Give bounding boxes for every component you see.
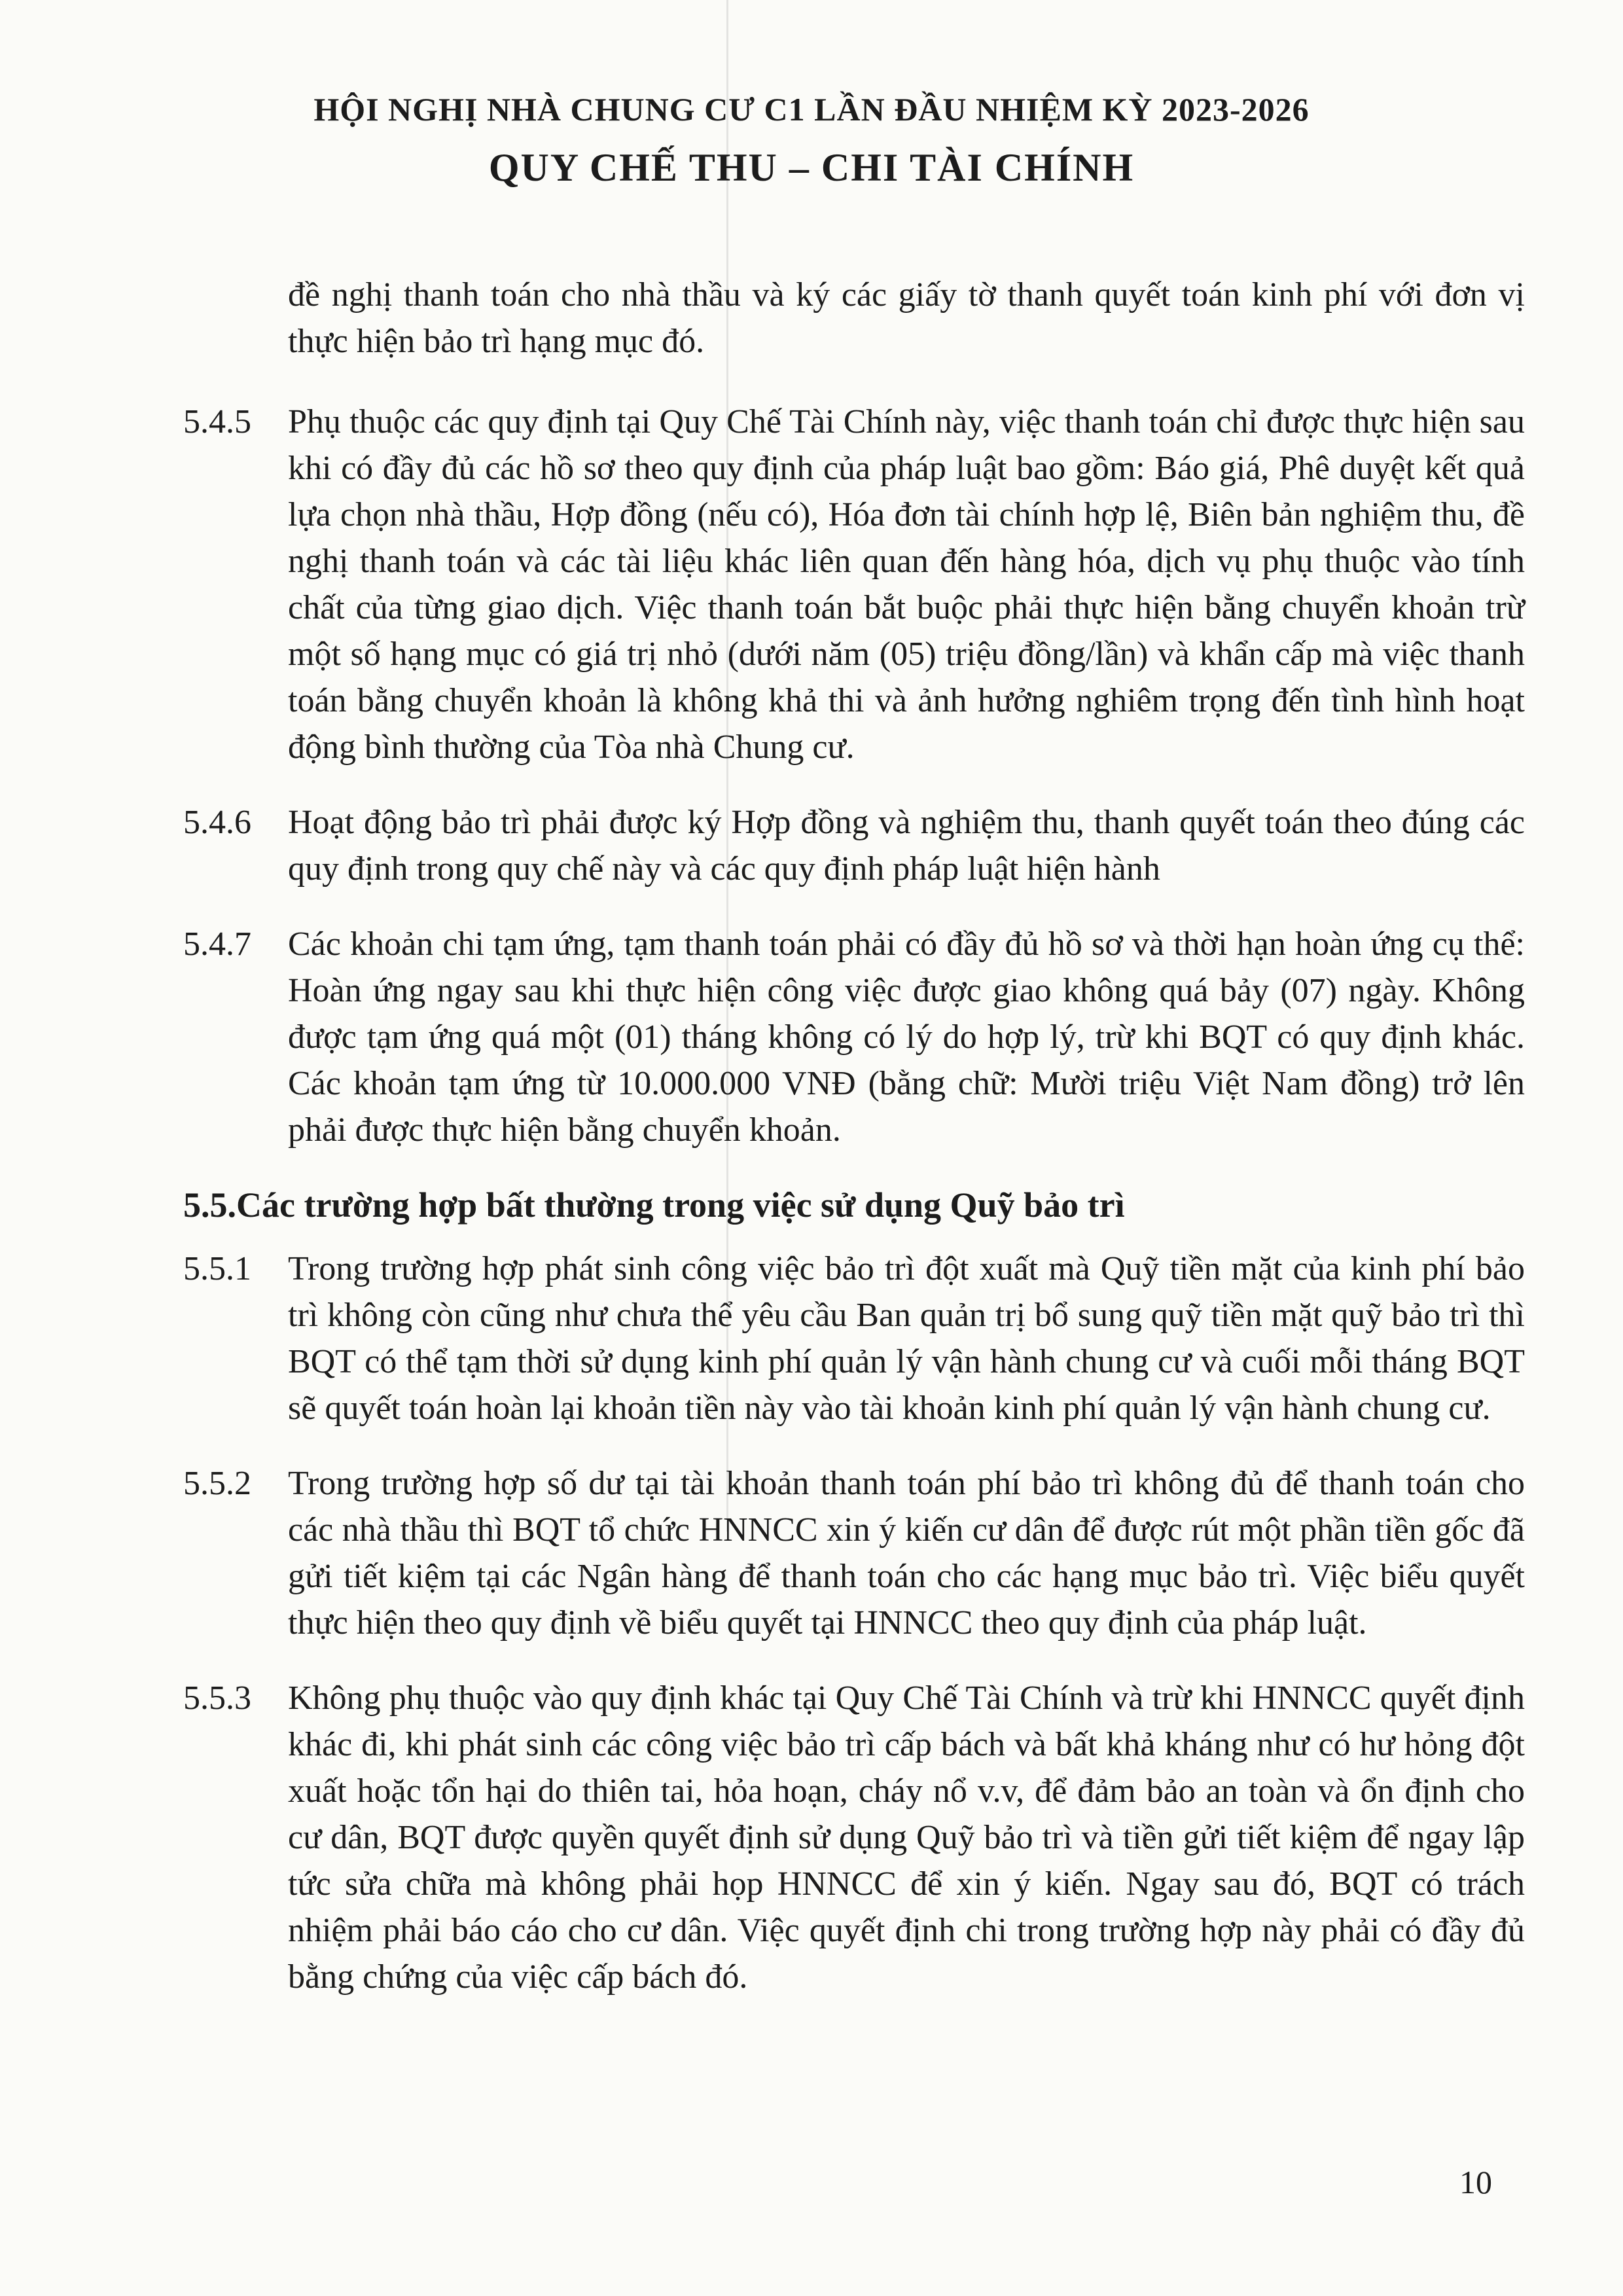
clause-text: Không phụ thuộc vào quy định khác tại Quy Chế Tài Chính và trừ khi HNNCC quyết định khác đi, khi phát sinh các công việc bảo trì cấp bách và bất khả kháng như có hư hỏng đột xuất hoặc tổn hại do thiên tai, hỏa hoạn, cháy nổ v.v, để đảm bảo an toàn và ổn định cho cư dân, BQT được quyền quyết định sử dụng Quỹ bảo trì và tiền gửi tiết kiệm để ngay lập tức sửa chữa mà không phải họp HNNCC để xin ý kiến. Ngay sau đó, BQT có trách nhiệm phải báo cáo cho cư dân. Việc quyết định chi trong trường hợp này phải có đầy đủ bằng chứng của việc cấp bách đó. [288,1679,1525,1996]
document-body [183,272,1525,2029]
clause-text: Trong trường hợp phát sinh công việc bảo trì đột xuất mà Quỹ tiền mặt của kinh phí bảo trì không còn cũng như chưa thể yêu cầu Ban quản trị bổ sung quỹ tiền mặt quỹ bảo trì thì BQT có thể tạm thời sử dụng kinh phí quản lý vận hành chung cư và cuối mỗi tháng BQT sẽ quyết toán hoàn lại khoản tiền này vào tài khoản kinh phí quản lý vận hành chung cư. [288,1250,1525,1427]
clause-number: 5.5.1 [183,1250,251,1287]
clause-text: Các khoản chi tạm ứng, tạm thanh toán phải có đầy đủ hồ sơ và thời hạn hoàn ứng cụ thể: Hoàn ứng ngay sau khi thực hiện công việc được giao không quá bảy (07) ngày. Không được tạm ứng quá một (01) tháng không có lý do hợp lý, trừ khi BQT có quy định khác. Các khoản tạm ứng từ 10.000.000 VNĐ (bằng chữ: Mười triệu Việt Nam đồng) trở lên phải được thực hiện bằng chuyển khoản. [288,925,1525,1149]
clause-5-5-2 [183,1460,1525,1646]
document-header-title: HỘI NGHỊ NHÀ CHUNG CƯ C1 LẦN ĐẦU NHIỆM KỲ 2023-2026 [313,91,1310,128]
clause-5-5-3 [183,1675,1525,2000]
clause-number: 5.5.3 [183,1679,251,1717]
clause-text: Phụ thuộc các quy định tại Quy Chế Tài Chính này, việc thanh toán chỉ được thực hiện sau khi có đầy đủ các hồ sơ theo quy định của pháp luật bao gồm: Báo giá, Phê duyệt kết quả lựa chọn nhà thầu, Hợp đồng (nếu có), Hóa đơn tài chính hợp lệ, Biên bản nghiệm thu, đề nghị thanh toán và các tài liệu khác liên quan đến hàng hóa, dịch vụ phụ thuộc vào tính chất của từng giao dịch. Việc thanh toán bắt buộc phải thực hiện bằng chuyển khoản trừ một số hạng mục có giá trị nhỏ (dưới năm (05) triệu đồng/lần) và khẩn cấp mà việc thanh toán bằng chuyển khoản là không khả thi và ảnh hưởng nghiêm trọng đến tình hình hoạt động bình thường của Tòa nhà Chung cư. [288,403,1525,766]
clause-number: 5.5.2 [183,1465,251,1502]
section-heading-5-5: 5.5.Các trường hợp bất thường trong việc sử dụng Quỹ bảo trì [183,1185,1125,1225]
clause-text: Trong trường hợp số dư tại tài khoản thanh toán phí bảo trì không đủ để thanh toán cho các nhà thầu thì BQT tổ chức HNNCC xin ý kiến cư dân để được rút một phần tiền gốc đã gửi tiết kiệm tại các Ngân hàng để thanh toán cho các hạng mục bảo trì. Việc biểu quyết thực hiện theo quy định về biểu quyết tại HNNCC theo quy định của pháp luật. [288,1465,1525,1641]
clause-5-4-5 [183,399,1525,770]
page-number: 10 [1459,2164,1492,2200]
document-header-subtitle: QUY CHẾ THU – CHI TÀI CHÍNH [488,146,1135,189]
clause-number: 5.4.7 [183,925,251,963]
clause-5-4-6 [183,799,1525,892]
clause-text: Hoạt động bảo trì phải được ký Hợp đồng và nghiệm thu, thanh quyết toán theo đúng các quy định trong quy chế này và các quy định pháp luật hiện hành [288,804,1525,888]
clause-5-5-1 [183,1246,1525,1431]
clause-number: 5.4.5 [183,403,251,440]
clause-number: 5.4.6 [183,804,251,841]
continuation-paragraph: đề nghị thanh toán cho nhà thầu và ký các giấy tờ thanh quyết toán kinh phí với đơn vị thực hiện bảo trì hạng mục đó. [288,276,1525,360]
clause-5-4-7 [183,921,1525,1153]
